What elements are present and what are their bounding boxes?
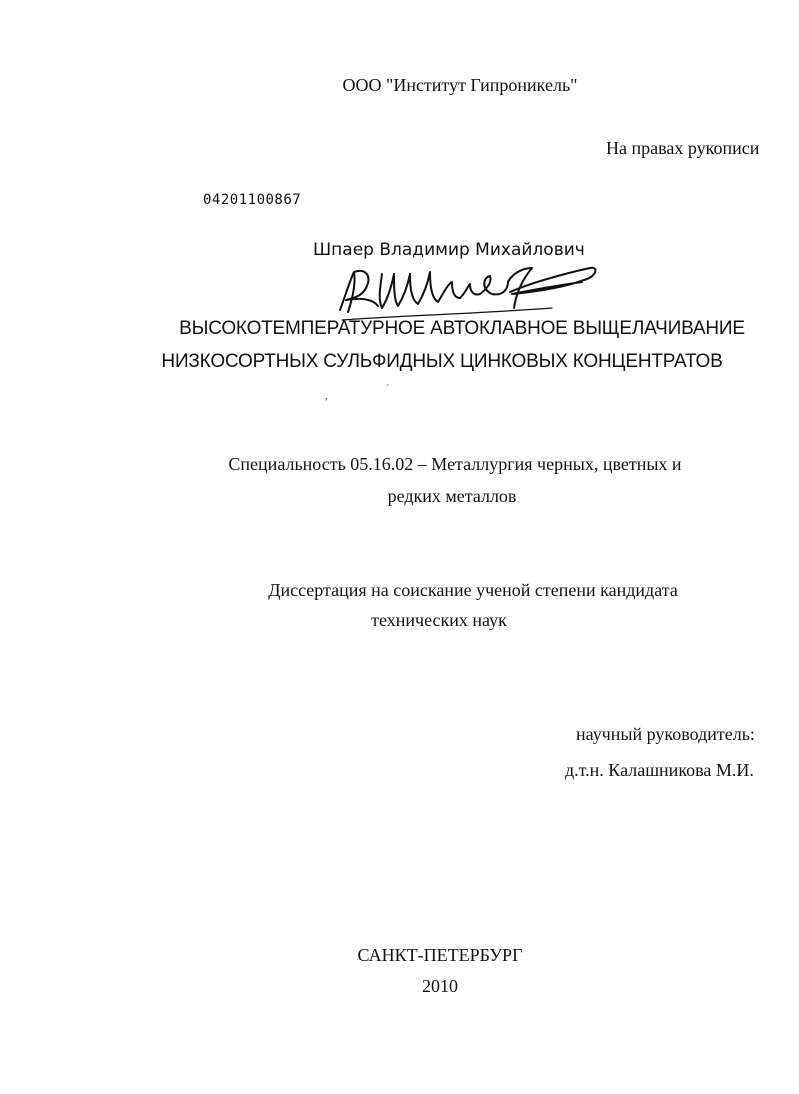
specialty-line-2: редких металлов: [387, 486, 517, 506]
year: 2010: [422, 976, 458, 996]
supervisor-name: д.т.н. Калашникова М.И.: [565, 760, 754, 780]
scan-speck: `: [386, 384, 390, 395]
organization-header: ООО "Институт Гипроникель": [342, 75, 578, 95]
dissertation-line-2: технических наук: [371, 610, 507, 630]
title-line-1: ВЫСОКОТЕМПЕРАТУРНОЕ АВТОКЛАВНОЕ ВЫЩЕЛАЧИВАНИЕ: [179, 318, 745, 339]
scan-speck: ,: [325, 391, 328, 402]
registration-number: 04201100867: [203, 192, 302, 208]
author-name: Шпаер Владимир Михайлович: [313, 240, 585, 260]
specialty-line-1: Специальность 05.16.02 – Металлургия черных, цветных и: [228, 454, 682, 474]
rights-note: На правах рукописи: [606, 138, 760, 158]
author-signature-icon: [332, 254, 600, 322]
city: САНКТ-ПЕТЕРБУРГ: [357, 945, 523, 965]
title-line-2: НИЗКОСОРТНЫХ СУЛЬФИДНЫХ ЦИНКОВЫХ КОНЦЕНТРАТОВ: [161, 351, 723, 372]
dissertation-line-1: Диссертация на соискание ученой степени кандидата: [268, 580, 678, 600]
supervisor-label: научный руководитель:: [576, 724, 755, 744]
